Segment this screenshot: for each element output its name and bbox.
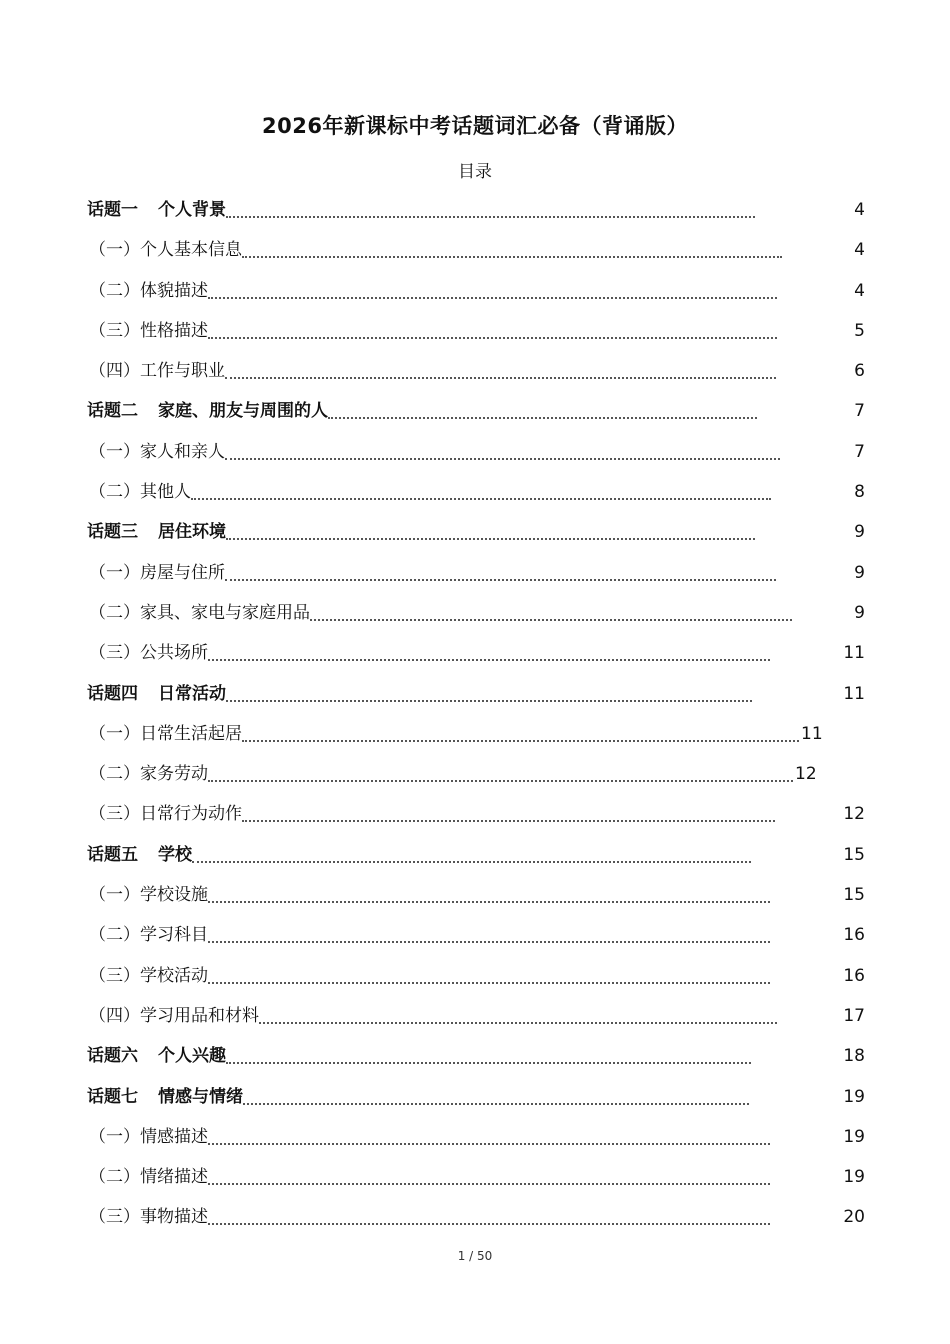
toc-page-number: 9 bbox=[854, 522, 865, 543]
toc-page-number: 4 bbox=[854, 200, 865, 220]
toc-entry-text: 日常活动 bbox=[158, 683, 226, 704]
toc-page-number: 16 bbox=[843, 925, 865, 946]
toc-section-label bbox=[89, 714, 242, 754]
toc-entry-prefix: 话题一 bbox=[87, 200, 138, 220]
toc-entry-prefix: （一） bbox=[89, 1126, 140, 1147]
toc-entry[interactable] bbox=[87, 794, 865, 834]
toc-entry-prefix: 话题三 bbox=[87, 522, 138, 543]
document-title: 2026年新课标中考话题词汇必备（背诵版） bbox=[262, 114, 688, 138]
toc-dot-leader bbox=[208, 1183, 770, 1185]
toc-dot-leader bbox=[208, 659, 770, 661]
toc-entry-prefix: （三） bbox=[89, 804, 140, 825]
toc-entry-prefix: 话题五 bbox=[87, 844, 138, 865]
toc-entry-text: 房屋与住所 bbox=[140, 562, 225, 583]
toc-entry-text: 居住环境 bbox=[158, 522, 226, 543]
toc-entry-text: 学校活动 bbox=[140, 965, 208, 986]
toc-entry[interactable] bbox=[87, 1036, 865, 1076]
toc-entry[interactable] bbox=[87, 714, 865, 754]
toc-topic-label bbox=[87, 1077, 243, 1117]
toc-page-number: 11 bbox=[843, 683, 865, 704]
toc-entry-text: 情感描述 bbox=[140, 1126, 208, 1147]
toc-section-label bbox=[89, 956, 208, 996]
toc-section-label bbox=[89, 875, 208, 915]
toc-section-label bbox=[89, 1117, 208, 1157]
toc-entry-text: 个人兴趣 bbox=[158, 1046, 226, 1067]
toc-entry-text: 工作与职业 bbox=[140, 361, 225, 382]
toc-topic-label bbox=[87, 674, 226, 714]
toc-entry-prefix: （三） bbox=[89, 643, 140, 664]
toc-dot-leader bbox=[226, 216, 755, 218]
toc-section-label bbox=[89, 351, 225, 391]
toc-entry-text: 个人背景 bbox=[158, 200, 226, 220]
toc-entry[interactable] bbox=[87, 1197, 865, 1237]
page-number: 1 / 50 bbox=[457, 1249, 493, 1263]
toc-page-number: 17 bbox=[843, 1005, 865, 1026]
toc-dot-leader bbox=[226, 1062, 751, 1064]
toc-section-label bbox=[89, 794, 242, 834]
toc-entry-prefix: （二） bbox=[89, 764, 140, 785]
toc-entry[interactable] bbox=[87, 311, 865, 351]
toc-page-number: 4 bbox=[854, 240, 865, 261]
toc-dot-leader bbox=[259, 1022, 777, 1024]
toc-heading: 目录 bbox=[458, 162, 492, 182]
toc-entry-text: 其他人 bbox=[140, 482, 191, 503]
toc-entry-text: 学习科目 bbox=[140, 925, 208, 946]
toc-dot-leader bbox=[208, 1223, 770, 1225]
toc-page-number: 8 bbox=[854, 482, 865, 503]
toc-entry-prefix: （三） bbox=[89, 320, 140, 341]
toc-entry-prefix: （三） bbox=[89, 965, 140, 986]
toc-entry-prefix: 话题六 bbox=[87, 1046, 138, 1067]
toc-entry[interactable] bbox=[87, 190, 865, 230]
toc-section-label bbox=[89, 271, 208, 311]
toc-entry[interactable] bbox=[87, 271, 865, 311]
toc-entry[interactable] bbox=[87, 875, 865, 915]
toc-dot-leader bbox=[225, 579, 776, 581]
toc-entry-prefix: （二） bbox=[89, 482, 140, 503]
toc-entry-prefix: （二） bbox=[89, 925, 140, 946]
toc-entry-text: 公共场所 bbox=[140, 643, 208, 664]
toc-page-number: 4 bbox=[854, 280, 865, 301]
toc-page-number: 12 bbox=[843, 804, 865, 825]
toc-dot-leader bbox=[208, 337, 777, 339]
toc-page-number: 7 bbox=[854, 441, 865, 462]
toc-dot-leader bbox=[192, 861, 751, 863]
toc-page-number: 11 bbox=[843, 643, 865, 664]
toc-section-label bbox=[89, 633, 208, 673]
toc-entry-prefix: 话题二 bbox=[87, 401, 138, 422]
toc-section-label bbox=[89, 472, 191, 512]
toc-entry[interactable] bbox=[87, 553, 865, 593]
toc-entry-prefix: 话题七 bbox=[87, 1086, 138, 1107]
toc-entry-text: 学习用品和材料 bbox=[140, 1005, 259, 1026]
toc-page-number: 7 bbox=[854, 401, 865, 422]
toc-dot-leader bbox=[225, 377, 776, 379]
toc-dot-leader bbox=[225, 458, 780, 460]
toc-dot-leader bbox=[242, 820, 775, 822]
toc-entry[interactable] bbox=[87, 674, 865, 714]
toc-entry-prefix: （一） bbox=[89, 562, 140, 583]
toc-dot-leader bbox=[328, 417, 757, 419]
toc-section-label bbox=[89, 553, 225, 593]
toc-entry-prefix: 话题四 bbox=[87, 683, 138, 704]
toc-entry[interactable] bbox=[87, 835, 865, 875]
toc-entry-prefix: （一） bbox=[89, 885, 140, 906]
toc-entry[interactable] bbox=[87, 351, 865, 391]
toc-section-label bbox=[89, 996, 259, 1036]
toc-page-number: 15 bbox=[843, 844, 865, 865]
toc-section-label bbox=[89, 1197, 208, 1237]
toc-entry-prefix: （一） bbox=[89, 723, 140, 744]
toc-entry[interactable] bbox=[87, 1117, 865, 1157]
toc-entry[interactable] bbox=[87, 996, 865, 1036]
toc-entry[interactable] bbox=[87, 754, 865, 794]
toc-entry[interactable] bbox=[87, 472, 865, 512]
toc-dot-leader bbox=[208, 982, 770, 984]
toc-page-number: 19 bbox=[843, 1126, 865, 1147]
toc-page-number: 11 bbox=[801, 723, 823, 744]
toc-section-label bbox=[89, 915, 208, 955]
toc-page-number: 19 bbox=[843, 1086, 865, 1107]
toc-dot-leader bbox=[226, 700, 752, 702]
toc-entry-prefix: （二） bbox=[89, 602, 140, 623]
toc-entry-text: 情感与情绪 bbox=[158, 1086, 243, 1107]
toc-topic-label bbox=[87, 512, 226, 552]
toc-entry[interactable] bbox=[87, 633, 865, 673]
toc-topic-label bbox=[87, 190, 226, 230]
toc-entry[interactable] bbox=[87, 230, 865, 270]
toc-entry-text: 家具、家电与家庭用品 bbox=[140, 602, 310, 623]
toc-entry[interactable] bbox=[87, 1077, 865, 1117]
toc-dot-leader bbox=[208, 297, 777, 299]
toc-dot-leader bbox=[208, 1143, 770, 1145]
toc-dot-leader bbox=[208, 780, 793, 782]
toc-topic-label bbox=[87, 835, 192, 875]
toc-entry[interactable] bbox=[87, 391, 865, 431]
toc-entry[interactable] bbox=[87, 512, 865, 552]
toc-page-number: 9 bbox=[854, 602, 865, 623]
toc-entry-text: 事物描述 bbox=[140, 1207, 208, 1228]
toc-section-label bbox=[89, 1157, 208, 1197]
toc-topic-label bbox=[87, 391, 328, 431]
toc-page-number: 12 bbox=[795, 764, 817, 785]
toc-entry-prefix: （一） bbox=[89, 441, 140, 462]
toc-section-label bbox=[89, 593, 310, 633]
toc-entry-text: 学校设施 bbox=[140, 885, 208, 906]
toc-entry-text: 家庭、朋友与周围的人 bbox=[158, 401, 328, 422]
toc-entry-prefix: （三） bbox=[89, 1207, 140, 1228]
toc-entry-prefix: （一） bbox=[89, 240, 140, 261]
toc-dot-leader bbox=[208, 941, 770, 943]
toc-page-number: 6 bbox=[854, 361, 865, 382]
toc-entry-text: 性格描述 bbox=[140, 320, 208, 341]
toc-entry-text: 日常生活起居 bbox=[140, 723, 242, 744]
toc-entry-text: 日常行为动作 bbox=[140, 804, 242, 825]
toc-page-number: 9 bbox=[854, 562, 865, 583]
toc-dot-leader bbox=[191, 498, 771, 500]
toc-entry-prefix: （二） bbox=[89, 1167, 140, 1188]
toc-entry-text: 学校 bbox=[158, 844, 192, 865]
toc-entry-text: 情绪描述 bbox=[140, 1167, 208, 1188]
toc-section-label bbox=[89, 230, 242, 270]
toc-page-number: 5 bbox=[854, 320, 865, 341]
toc-entry-text: 家人和亲人 bbox=[140, 441, 225, 462]
toc-entry-prefix: （四） bbox=[89, 1005, 140, 1026]
toc-entry-text: 家务劳动 bbox=[140, 764, 208, 785]
toc-page-number: 16 bbox=[843, 965, 865, 986]
toc-entry-prefix: （四） bbox=[89, 361, 140, 382]
toc-topic-label bbox=[87, 1036, 226, 1076]
toc-section-label bbox=[89, 754, 208, 794]
toc-dot-leader bbox=[243, 1103, 749, 1105]
toc-entry[interactable] bbox=[87, 915, 865, 955]
toc-dot-leader bbox=[242, 740, 799, 742]
toc-dot-leader bbox=[226, 538, 755, 540]
toc-page-number: 19 bbox=[843, 1167, 865, 1188]
toc-entry[interactable] bbox=[87, 432, 865, 472]
toc-dot-leader bbox=[208, 901, 770, 903]
toc-entry[interactable] bbox=[87, 1157, 865, 1197]
toc-dot-leader bbox=[242, 256, 782, 258]
toc-entry-prefix: （二） bbox=[89, 280, 140, 301]
toc-entry[interactable] bbox=[87, 956, 865, 996]
table-of-contents bbox=[87, 190, 865, 1238]
toc-section-label bbox=[89, 311, 208, 351]
toc-entry-text: 个人基本信息 bbox=[140, 240, 242, 261]
toc-page-number: 15 bbox=[843, 885, 865, 906]
toc-page-number: 20 bbox=[843, 1207, 865, 1228]
toc-dot-leader bbox=[310, 619, 792, 621]
toc-entry[interactable] bbox=[87, 593, 865, 633]
toc-entry-text: 体貌描述 bbox=[140, 280, 208, 301]
toc-page-number: 18 bbox=[843, 1046, 865, 1067]
toc-section-label bbox=[89, 432, 225, 472]
